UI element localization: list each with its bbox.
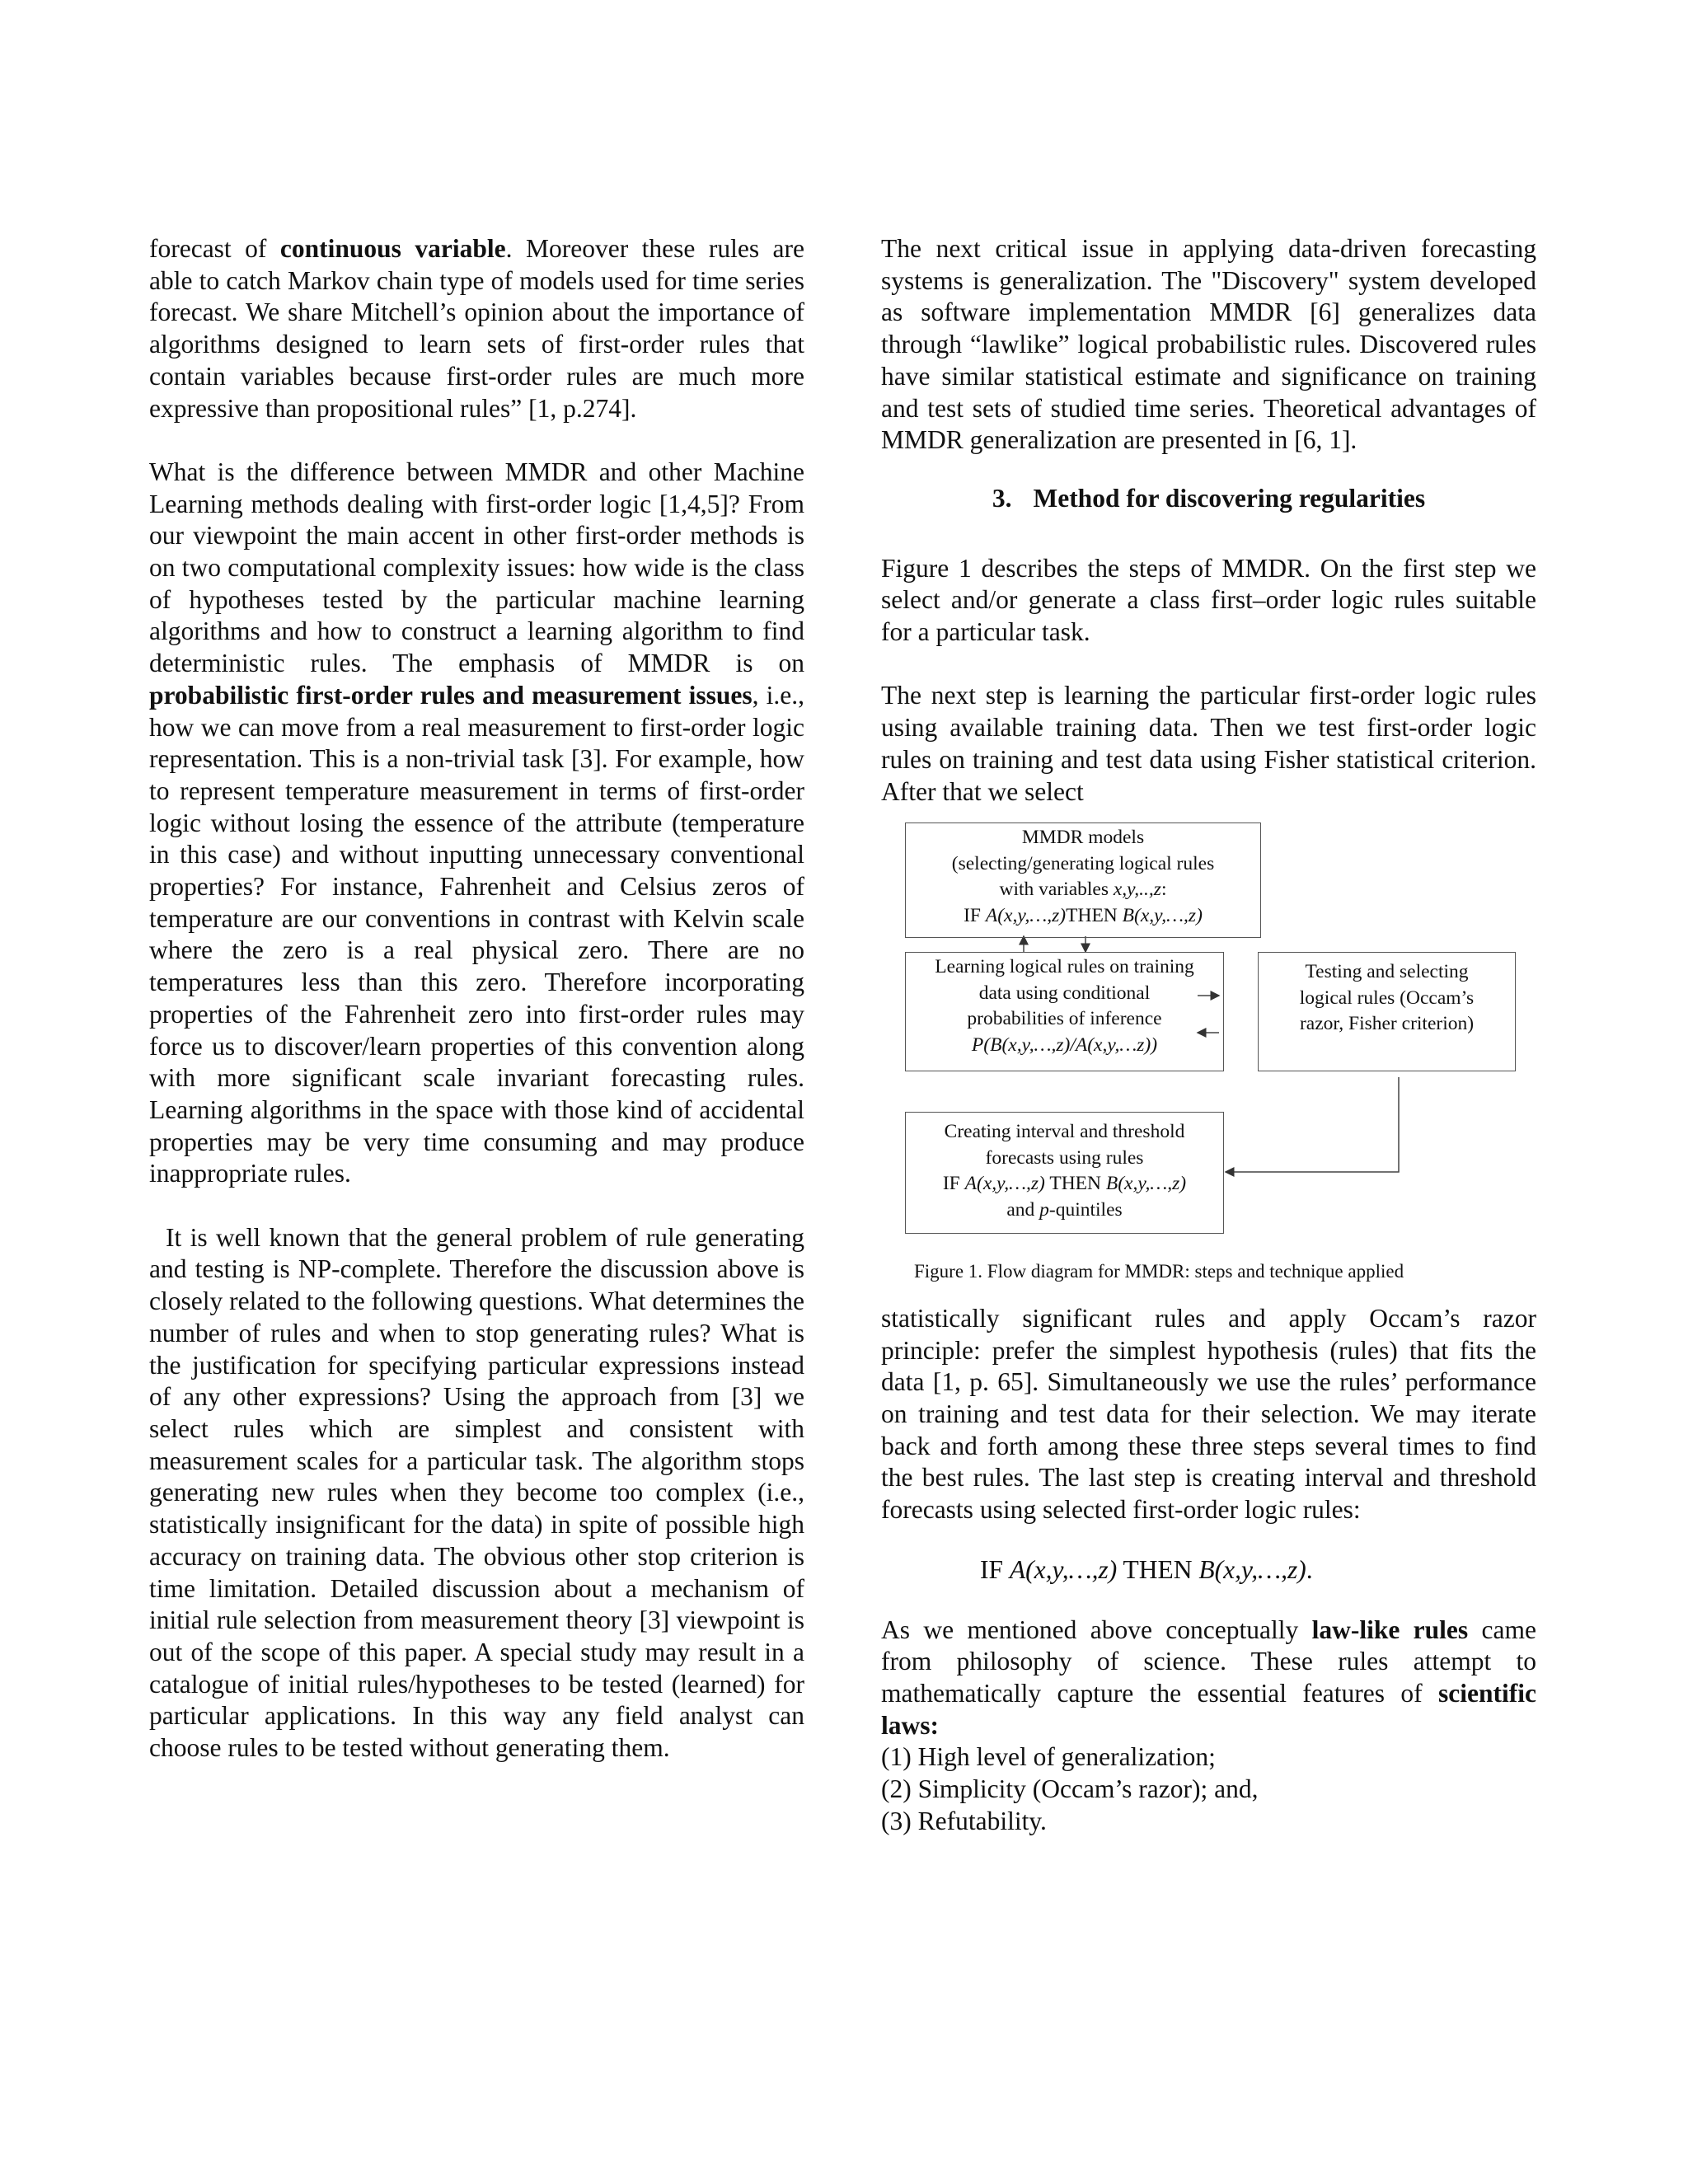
box-line: data using conditional [978, 982, 1151, 1004]
text-run: . [1306, 1554, 1313, 1584]
box-line: forecasts using rules [985, 1146, 1144, 1169]
list-item: (3) Refutability. [881, 1806, 1047, 1835]
box-line: probabilities of inference [967, 1008, 1162, 1030]
right-paragraph-3: The next step is learning the particular first-order logic rules using available training data. Then we test first-order logic rules on training and test data using Fisher statistical criterion. After that we select [881, 681, 1536, 806]
right-column [881, 233, 1536, 1837]
box-line-italic: P(B(x,y,…,z)/A(x,y,…z)) [971, 1033, 1158, 1056]
text-run: : [1160, 879, 1167, 901]
text-run: IF [964, 904, 986, 926]
left-column [149, 233, 804, 1765]
text-run: and [1006, 1198, 1040, 1221]
figure-caption: Figure 1. Flow diagram for MMDR: steps and technique applied [914, 1261, 1404, 1282]
list-item: (1) High level of generalization; [881, 1742, 1216, 1772]
arrow-to-forecast [1226, 1077, 1399, 1172]
italic-term: B(x,y,…,z) [1122, 904, 1203, 926]
text-run: What is the difference between MMDR and other Machine Learning methods dealing with first-order logic [1,4,5]? From our viewpoint the main accent in other first-order methods is on two computational complexity issues: how wide is the class of hypotheses tested by the particular machine learning algorithms and how to construct a learning algorithm to find deterministic rules. The emphasis of MMDR is on [149, 457, 804, 678]
italic-term: A(x,y,…,z) [1009, 1554, 1118, 1584]
box-line: (selecting/generating logical rules [951, 852, 1215, 874]
bold-term: law-like rules [1311, 1615, 1469, 1644]
italic-term: A(x,y,…,z) [985, 904, 1067, 926]
box-mmdr-models [905, 823, 1261, 938]
bold-term: scientific laws: [881, 1678, 1536, 1740]
box-line: MMDR models [1021, 827, 1145, 849]
box-line [906, 903, 1260, 930]
text-run: THEN [1117, 1554, 1199, 1584]
box-line [906, 877, 1260, 903]
box-line: Learning logical rules on training [935, 956, 1194, 978]
text-run: -quintiles [1048, 1198, 1123, 1221]
text-run: IF [942, 1173, 965, 1195]
box-learning-rules [905, 952, 1224, 1071]
flow-diagram [881, 823, 1536, 1251]
italic-term: p [1039, 1198, 1049, 1221]
left-paragraph-2 [149, 457, 804, 1190]
text-run: THEN [1044, 1173, 1106, 1195]
section-title: Method for discovering regularities [1033, 483, 1426, 513]
section-heading [881, 483, 1536, 515]
text-run: came from philosophy of science. These rules attempt to mathematically capture the essential features of [881, 1615, 1536, 1708]
right-paragraph-1: The next critical issue in applying data-driven forecasting systems is generalization. The "Discovery" system developed as software implementation MMDR [6] generalizes data through “lawlike” logical probabilistic rules. Discovered rules have similar statistical estimate and significance on training and test sets of studied time series. Theoretical advantages of MMDR generalization are presented in [6, 1]. [881, 234, 1536, 455]
box-line: razor, Fisher criterion) [1299, 1013, 1475, 1035]
box-line: Testing and selecting [1305, 961, 1469, 983]
list-item: (2) Simplicity (Occam’s razor); and, [881, 1774, 1259, 1804]
box-line: logical rules (Occam’s [1299, 987, 1475, 1009]
left-paragraph-1 [149, 233, 804, 424]
box-testing-selecting [1258, 952, 1516, 1071]
text-run: forecast of [149, 234, 280, 263]
text-run: IF [980, 1554, 1010, 1584]
text-run: , i.e., how we can move from a real measurement to first-order logic representation. This is a non-trivial task [3]. For example, how to represent temperature measurement in terms of first-order logic without losing the essence of the attribute (temperature in this case) and without inputting unnecessary conventional properties? For instance, Fahrenheit and Celsius zeros of temperature are our conventions in contrast with Kelvin scale where the zero is a real physical zero. There are no temperatures less than this zero. Therefore incorporating properties of the Fahrenheit zero into first-order rules may force us to discover/learn properties of this convention along with more significant scale invariant forecasting rules. Learning algorithms in the space with those kind of accidental properties may be very time consuming and may produce inappropriate rules. [149, 680, 804, 1188]
right-paragraph-4: statistically significant rules and apply Occam’s razor principle: prefer the simplest hypothesis (rules) that fits the data [1, p. 65]. Simultaneously we use the rules’ performance on training and test data for their selection. We may iterate back and forth among these three steps several times to find the best rules. The last step is creating interval and threshold forecasts using selected first-order logic rules: [881, 1303, 1536, 1525]
bold-term: probabilistic first-order rules and measurement issues [149, 680, 753, 710]
text-run: As we mentioned above conceptually [881, 1615, 1312, 1644]
box-line [906, 1197, 1223, 1224]
bold-term: continuous variable [279, 234, 506, 263]
italic-term: B(x,y,…,z) [1105, 1173, 1187, 1195]
box-creating-forecasts [905, 1112, 1224, 1234]
box-line: Creating interval and threshold [944, 1121, 1185, 1143]
right-paragraph-5 [881, 1615, 1536, 1742]
box-line [906, 1171, 1223, 1197]
text-run: THEN [1066, 904, 1123, 926]
right-paragraph-2: Figure 1 describes the steps of MMDR. On the first step we select and/or generate a class first–order logic rules suitable for a particular task. [881, 553, 1536, 647]
italic-term: A(x,y,…,z) [964, 1173, 1045, 1195]
text-run: with variables [999, 879, 1114, 901]
italic-term: x,y,..,z [1113, 879, 1161, 901]
text-run: . Moreover these rules are able to catch Markov chain type of models used for time series forecast. We share Mitchell’s opinion about the importance of algorithms designed to learn sets of first-order rules that contain variables because first-order rules are much more expressive than propositional rules” [1, p.274]. [149, 234, 804, 423]
section-number: 3. [992, 483, 1012, 513]
left-paragraph-3: It is well known that the general problem of rule generating and testing is NP-complete. Therefore the discussion above is closely related to the following questions. What determines the number of rules and when to stop generating rules? What is the justification for specifying particular expressions instead of any other expressions? Using the approach from [3] we select rules which are simplest and consistent with measurement scales for a particular task. The algorithm stops generating new rules when they become too complex (i.e., statistically insignificant for the data) in spite of possible high accuracy on training data. The obvious other stop criterion is time limitation. Detailed discussion about a mechanism of initial rule selection from measurement theory [3] viewpoint is out of the scope of this paper. A special study may result in a catalogue of initial rules/hypotheses to be tested (learned) for particular applications. In this way any field analyst can choose rules to be tested without generating them. [149, 1222, 804, 1763]
italic-term: B(x,y,…,z) [1198, 1554, 1306, 1584]
rule-formula [881, 1554, 1536, 1586]
